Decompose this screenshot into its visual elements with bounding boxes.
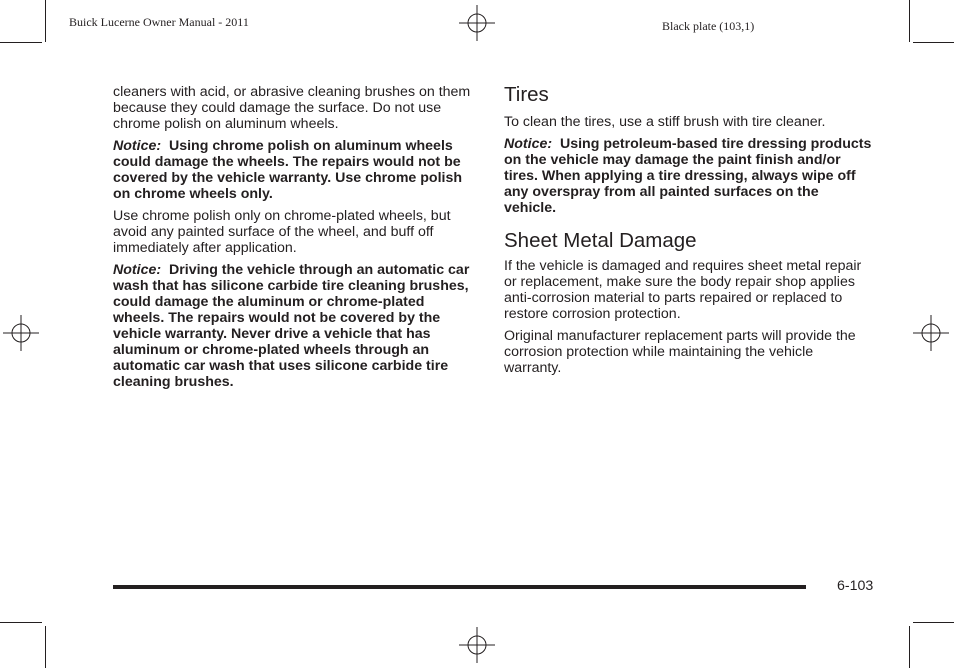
notice-label: Notice: (113, 262, 162, 278)
crop-mark (913, 622, 954, 623)
notice-paragraph (504, 136, 872, 216)
crop-mark (45, 0, 46, 42)
crop-mark (0, 42, 42, 43)
notice-label: Notice: (113, 138, 162, 154)
left-column (113, 84, 473, 396)
paragraph: Use chrome polish only on chrome-plated wheels, but avoid any painted surface of the wheel, and buff off immediately after application. (113, 208, 451, 256)
paragraph: To clean the tires, use a stiff brush with tire cleaner. (504, 114, 826, 130)
notice-paragraph (113, 138, 473, 202)
crop-mark (909, 626, 910, 668)
page-number: 6-103 (837, 578, 874, 594)
notice-text: Driving the vehicle through an automatic car wash that has silicone carbide tire cleaning brushes, could damage the aluminum or chrome-plated wheels. The repairs would not be covered by the vehicle warranty. Never drive a vehicle that has aluminum or chrome-plated wheels through an automatic car wash that uses silicone carbide tire cleaning brushes. (113, 262, 470, 390)
notice-text: Using petroleum-based tire dressing products on the vehicle may damage the paint finish and/or tires. When applying a tire dressing, always wipe off any overspray from all painted surfaces on the vehicle. (504, 136, 872, 216)
section-heading-sheet-metal-damage: Sheet Metal Damage (504, 229, 697, 252)
section-heading-tires: Tires (504, 83, 549, 106)
right-column (504, 84, 872, 382)
crop-mark (45, 626, 46, 668)
registration-mark-icon (913, 315, 949, 351)
crop-mark (0, 622, 42, 623)
crop-mark (913, 42, 954, 43)
notice-paragraph (113, 262, 473, 390)
footer-rule (113, 585, 806, 589)
paragraph: If the vehicle is damaged and requires sheet metal repair or replacement, make sure the body repair shop applies anti-corrosion material to parts repaired or replaced to restore corrosion protection. (504, 258, 862, 322)
notice-text: Using chrome polish on aluminum wheels could damage the wheels. The repairs would not be covered by the vehicle warranty. Use chrome polish on chrome wheels only. (113, 138, 463, 202)
header-plate-info: Black plate (103,1) (662, 19, 755, 33)
registration-mark-icon (459, 627, 495, 663)
notice-label: Notice: (504, 136, 553, 152)
registration-mark-icon (3, 315, 39, 351)
header-manual-title: Buick Lucerne Owner Manual - 2011 (69, 15, 249, 29)
paragraph: cleaners with acid, or abrasive cleaning brushes on them because they could damage the surface. Do not use chrome polish on aluminum wheels. (113, 84, 471, 132)
paragraph: Original manufacturer replacement parts will provide the corrosion protection while maintaining the vehicle warranty. (504, 328, 856, 376)
crop-mark (909, 0, 910, 42)
registration-mark-icon (459, 5, 495, 41)
